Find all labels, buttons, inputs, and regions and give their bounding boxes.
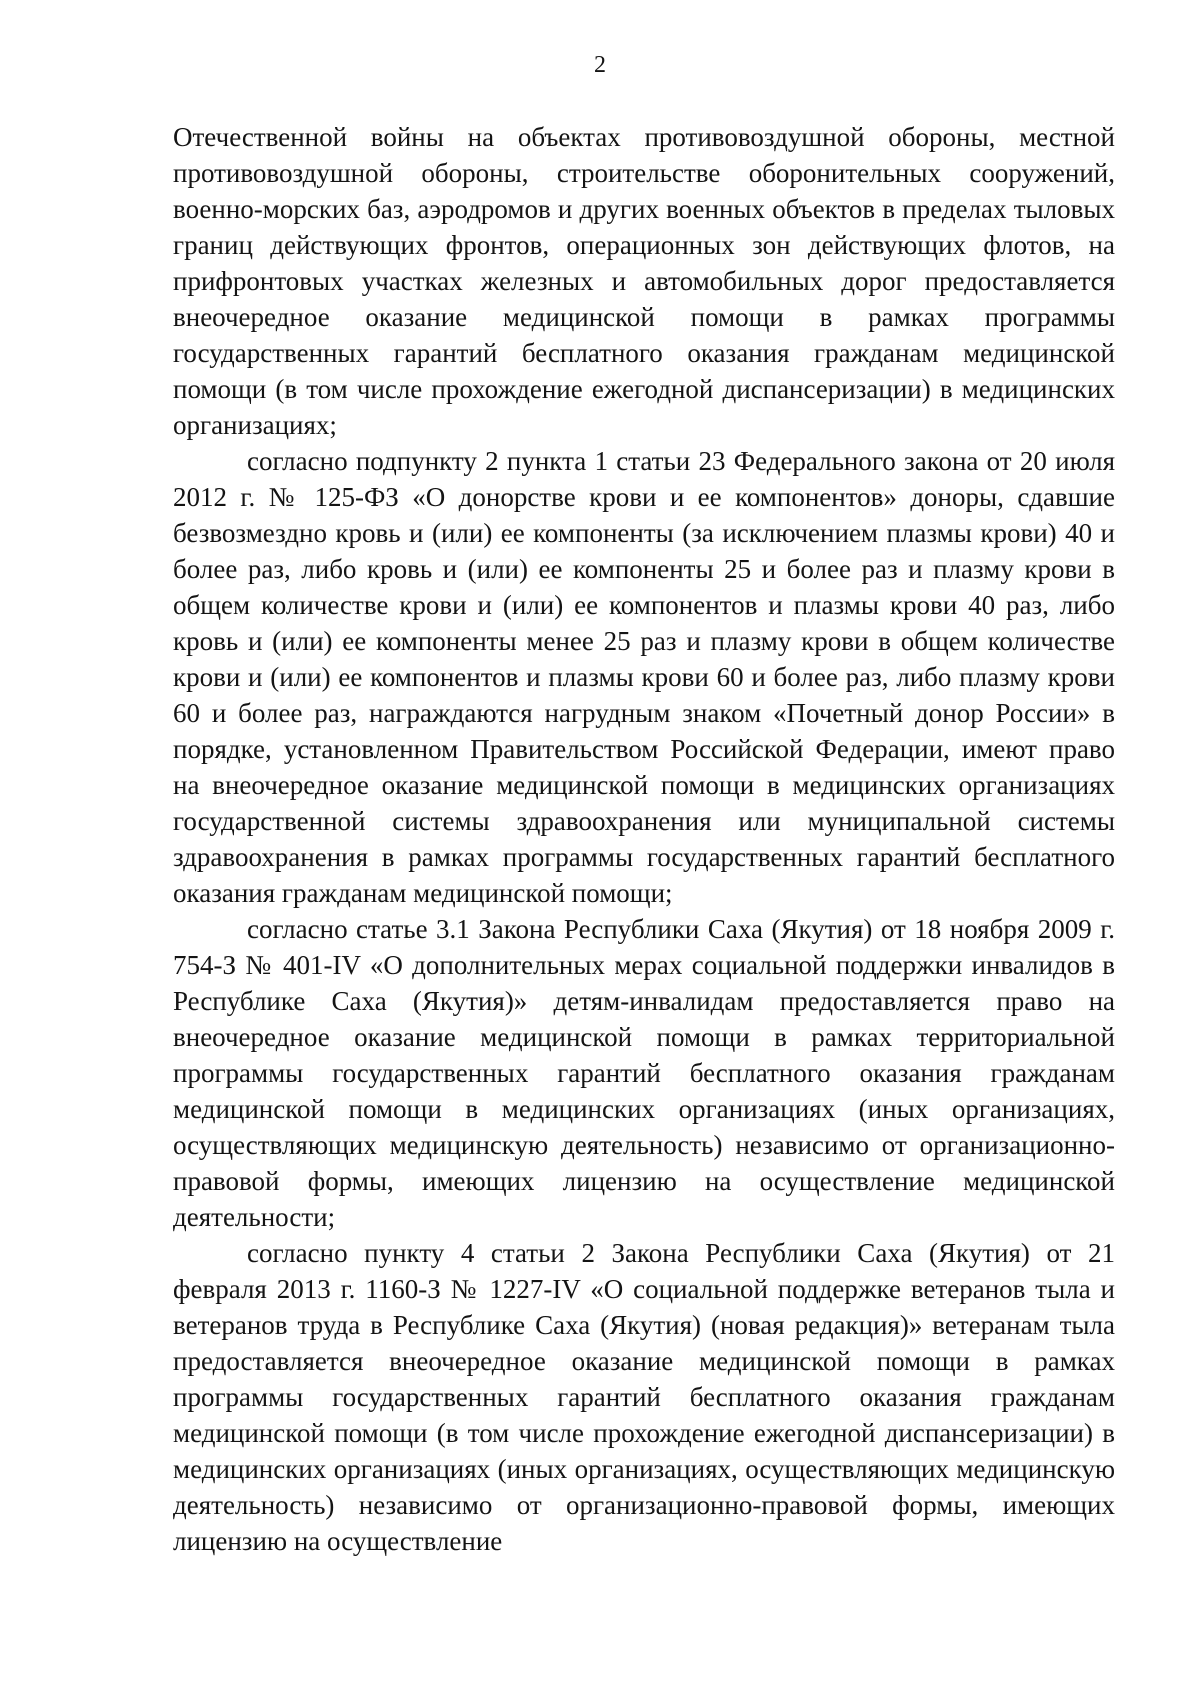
paragraph-donors: согласно подпункту 2 пункта 1 статьи 23 Федерального закона от 20 июля 2012 г. № 125-ФЗ «О донорстве крови и ее компонентов» доноры, сдавшие безвозмездно кровь и (или) ее компоненты (за исключением плазмы крови) 40 и более раз, либо кровь и (или) ее компоненты 25 и более раз и плазму крови в общем количестве крови и (или) ее компонентов и плазмы крови 40 раз, либо кровь и (или) ее компоненты менее 25 раз и плазму крови в общем количестве крови и (или) ее компонентов и плазмы крови 60 и более раз, либо плазму крови 60 и более раз, награждаются нагрудным знаком «Почетный донор России» в порядке, установленном Правительством Российской Федерации, имеют право на внеочередное оказание медицинской помощи в медицинских организациях государственной системы здравоохранения или муниципальной системы здравоохранения в рамках программы государственных гарантий бесплатного оказания гражданам медицинской помощи; [173,446,1115,908]
paragraph-home-front-veterans: согласно пункту 4 статьи 2 Закона Республики Саха (Якутия) от 21 февраля 2013 г. 1160-З № 1227-IV «О социальной поддержке ветеранов тыла и ветеранов труда в Республике Саха (Якутия) (новая редакция)» ветеранам тыла предоставляется внеочередное оказание медицинской помощи в рамках программы государственных гарантий бесплатного оказания гражданам медицинской помощи (в том числе прохождение ежегодной диспансеризации) в медицинских организациях (иных организациях, осуществляющих медицинскую деятельность) независимо от организационно-правовой формы, имеющих лицензию на осуществление [173,1238,1115,1556]
document-body [173,119,1115,1559]
paragraph-disabled-children: согласно статье 3.1 Закона Республики Саха (Якутия) от 18 ноября 2009 г. 754-З № 401-IV «О дополнительных мерах социальной поддержки инвалидов в Республике Саха (Якутия)» детям-инвалидам предоставляется право на внеочередное оказание медицинской помощи в рамках территориальной программы государственных гарантий бесплатного оказания гражданам медицинской помощи в медицинских организациях (иных организациях, осуществляющих медицинскую деятельность) независимо от организационно-правовой формы, имеющих лицензию на осуществление медицинской деятельности; [173,914,1115,1232]
paragraph-continuation: Отечественной войны на объектах противовоздушной обороны, местной противовоздушной обороны, строительстве оборонительных сооружений, военно-морских баз, аэродромов и других военных объектов в пределах тыловых границ действующих фронтов, операционных зон действующих флотов, на прифронтовых участках железных и автомобильных дорог предоставляется внеочередное оказание медицинской помощи в рамках программы государственных гарантий бесплатного оказания гражданам медицинской помощи (в том числе прохождение ежегодной диспансеризации) в медицинских организациях; [173,122,1115,440]
page-number: 2 [594,52,606,78]
